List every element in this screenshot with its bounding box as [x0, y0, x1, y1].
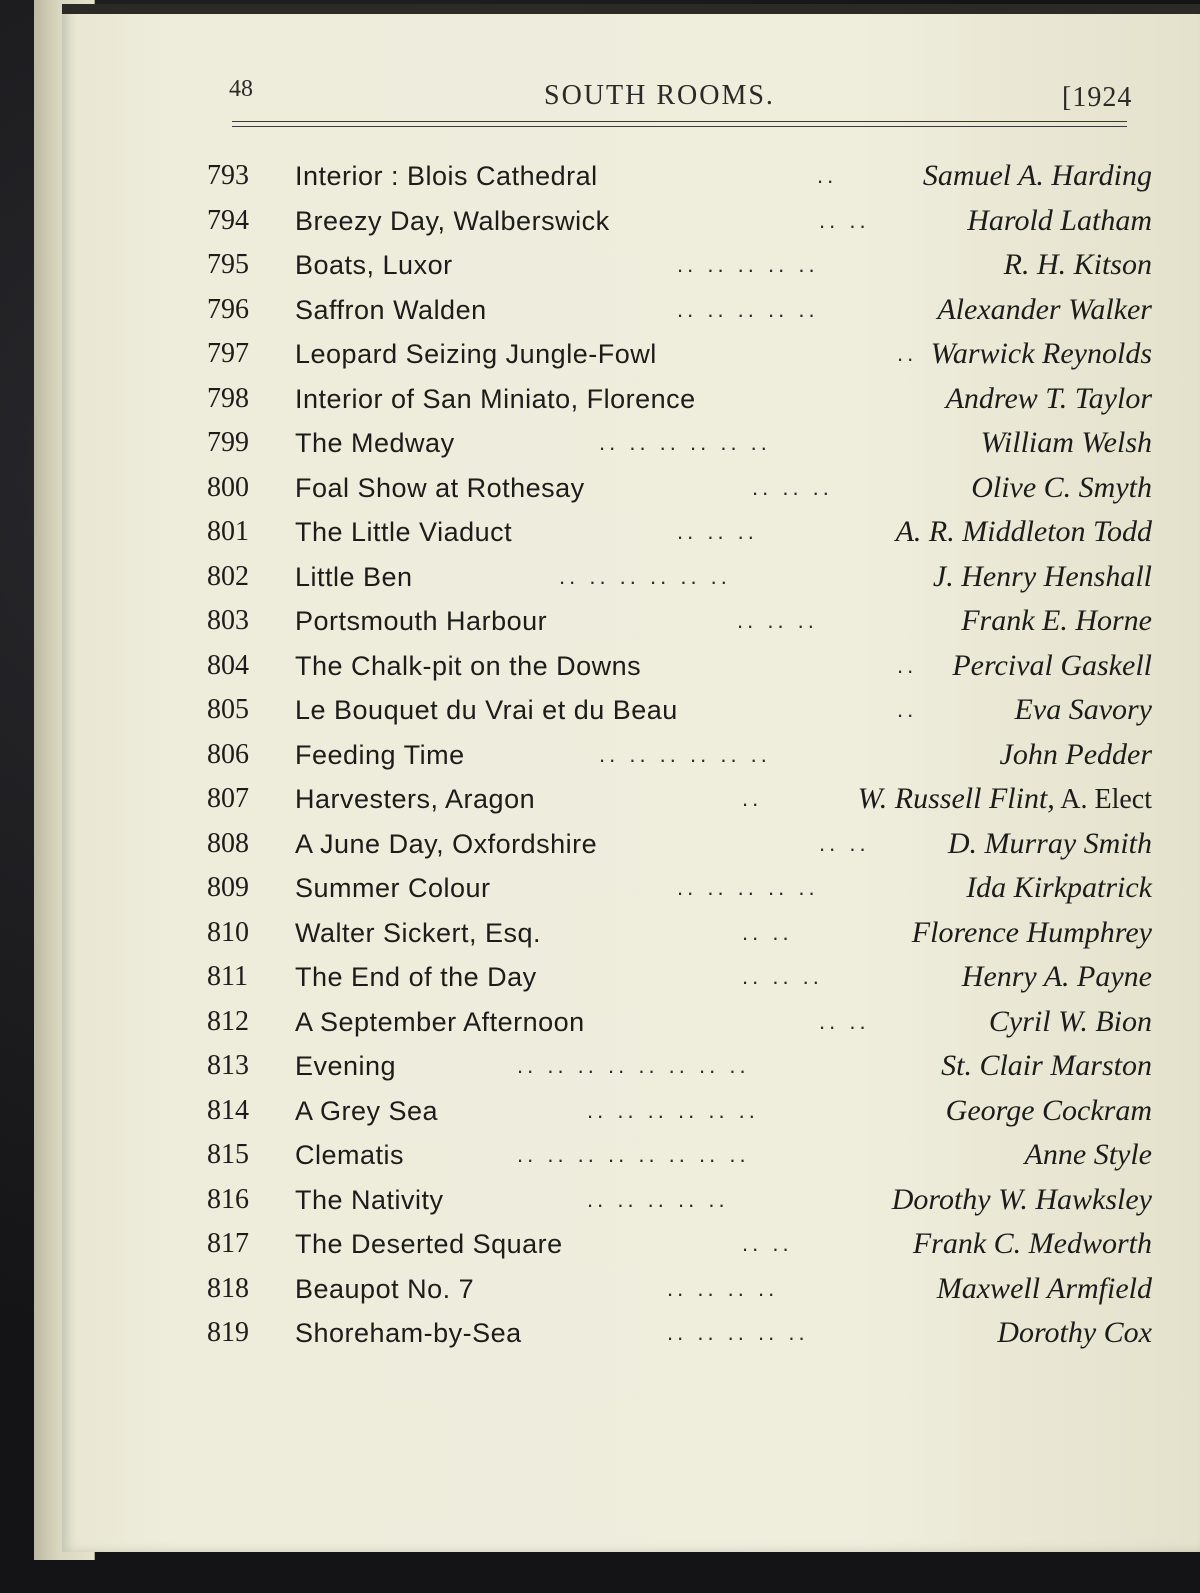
entry-artist: [858, 777, 1152, 822]
entry-title: A September Afternoon: [295, 1006, 585, 1037]
dot-leader: .. ..: [742, 1231, 793, 1256]
catalogue-page: [62, 4, 1200, 1552]
entry-artist: [892, 1178, 1152, 1222]
entry-title: Summer Colour: [295, 873, 491, 903]
entry-title: Portsmouth Harbour: [295, 606, 548, 636]
artist-name: Frank E. Horne: [961, 604, 1152, 637]
catalogue-entry: [207, 288, 1152, 333]
catalogue-entry: [207, 332, 1152, 377]
artist-name: Eva Savory: [1014, 693, 1152, 726]
catalogue-entry: [207, 822, 1152, 867]
entry-title: The Nativity: [295, 1184, 444, 1215]
catalogue-entry: [207, 421, 1152, 466]
dot-leader: .. .. .. .. .. ..: [587, 1097, 759, 1123]
dot-leader: .. .. .. .. .. ..: [559, 563, 731, 589]
entry-number: 819: [207, 1317, 249, 1348]
entry-title: Harvesters, Aragon: [295, 784, 536, 814]
entry-number: 802: [207, 560, 249, 592]
dot-leader: .. .. ..: [677, 519, 758, 544]
dot-leader: .. ..: [819, 207, 870, 233]
catalogue-entry: [207, 1133, 1152, 1178]
catalogue-entry: [207, 599, 1152, 644]
entry-number: 795: [207, 249, 249, 280]
entry-number: 814: [207, 1094, 249, 1126]
entry-number: 813: [207, 1050, 249, 1081]
catalogue-entry: [207, 243, 1152, 288]
entry-number: 815: [207, 1139, 249, 1170]
entry-number: 803: [207, 605, 249, 636]
entry-title: Breezy Day, Walberswick: [295, 205, 610, 236]
entry-title: Walter Sickert, Esq.: [295, 917, 542, 948]
artist-name: John Pedder: [999, 737, 1152, 771]
artist-name: Harold Latham: [967, 203, 1152, 237]
artist-name: Olive C. Smyth: [971, 470, 1152, 504]
dot-leader: .. .. .. .. ..: [677, 296, 819, 322]
dot-leader: .. .. .. .. .. .. .. ..: [517, 1142, 750, 1167]
entry-title: The End of the Day: [295, 962, 537, 992]
catalogue-entry-list: [207, 154, 1152, 1356]
entry-artist: [937, 288, 1152, 332]
artist-name: J. Henry Henshall: [932, 559, 1152, 593]
dot-leader: ..: [897, 697, 918, 722]
catalogue-entry: [207, 154, 1152, 199]
entry-artist: [952, 644, 1152, 688]
catalogue-entry: [207, 644, 1152, 689]
entry-artist: [1025, 1133, 1152, 1177]
dot-leader: .. .. .. .. .. .. .. ..: [517, 1053, 750, 1078]
entry-title: A Grey Sea: [295, 1095, 439, 1126]
entry-artist: [961, 599, 1152, 643]
entry-number: 816: [207, 1183, 249, 1215]
catalogue-entry: [207, 466, 1152, 511]
artist-name: Cyril W. Bion: [988, 1004, 1152, 1038]
dot-leader: .. .. .. .. .. ..: [599, 430, 771, 455]
artist-name: A. R. Middleton Todd: [895, 515, 1152, 548]
entry-artist: [989, 1000, 1152, 1044]
entry-number: 818: [207, 1272, 249, 1304]
artist-name: Ida Kirkpatrick: [966, 871, 1152, 904]
artist-name: Andrew T. Taylor: [945, 381, 1152, 415]
dot-leader: .. ..: [742, 919, 793, 945]
catalogue-entry: [207, 1267, 1152, 1312]
artist-distinction: A. Elect: [1054, 784, 1152, 815]
artist-name: W. Russell Flint,: [857, 782, 1055, 815]
artist-name: Frank C. Medworth: [912, 1227, 1152, 1260]
entry-title: The Little Viaduct: [295, 517, 513, 547]
artist-name: Percival Gaskell: [952, 648, 1152, 682]
entry-title: Shoreham-by-Sea: [295, 1318, 522, 1348]
entry-title: Saffron Walden: [295, 294, 487, 325]
entry-number: 796: [207, 293, 249, 325]
entry-title: Le Bouquet du Vrai et du Beau: [295, 695, 678, 725]
entry-number: 808: [207, 827, 249, 859]
artist-name: Samuel A. Harding: [922, 159, 1152, 192]
entry-title: Little Ben: [295, 561, 413, 592]
entry-title: Evening: [295, 1051, 397, 1081]
dot-leader: ..: [817, 163, 838, 188]
entry-number: 798: [207, 382, 249, 414]
artist-name: St. Clair Marston: [941, 1049, 1152, 1082]
dot-leader: .. .. .. .. .. ..: [599, 741, 771, 767]
dot-leader: .. ..: [819, 1008, 870, 1034]
entry-number: 804: [207, 649, 249, 681]
running-title: SOUTH ROOMS.: [544, 80, 775, 111]
entry-artist: [971, 466, 1152, 510]
dot-leader: .. .. ..: [742, 964, 823, 989]
artist-name: R. H. Kitson: [1003, 248, 1152, 281]
catalogue-entry: [207, 866, 1152, 911]
entry-title: The Chalk-pit on the Downs: [295, 650, 642, 681]
entry-artist: [948, 822, 1152, 866]
entry-title: Beaupot No. 7: [295, 1273, 475, 1304]
catalogue-entry: [207, 733, 1152, 778]
entry-artist: [931, 332, 1152, 376]
page-number: 48: [229, 76, 253, 102]
entry-artist: [966, 866, 1152, 910]
entry-artist: [941, 1044, 1152, 1088]
dot-leader: .. .. .. .. ..: [677, 252, 819, 277]
dot-leader: ..: [897, 652, 918, 678]
catalogue-entry: [207, 199, 1152, 244]
dot-leader: .. .. .. .. ..: [667, 1320, 809, 1345]
catalogue-entry: [207, 377, 1152, 422]
artist-name: William Welsh: [980, 426, 1152, 459]
artist-name: Warwick Reynolds: [930, 337, 1152, 370]
entry-number: 805: [207, 694, 249, 725]
artist-name: Maxwell Armfield: [936, 1271, 1152, 1305]
dot-leader: .. .. .. .. ..: [587, 1186, 729, 1212]
entry-artist: [912, 911, 1152, 955]
entry-artist: [967, 199, 1152, 243]
dot-leader: .. .. ..: [752, 474, 833, 500]
entry-number: 801: [207, 516, 249, 547]
catalogue-entry: [207, 510, 1152, 555]
entry-title: A June Day, Oxfordshire: [295, 828, 598, 859]
catalogue-entry: [207, 1089, 1152, 1134]
entry-title: The Medway: [295, 428, 455, 458]
entry-number: 810: [207, 916, 249, 948]
artist-name: Henry A. Payne: [961, 960, 1152, 993]
artist-name: D. Murray Smith: [947, 826, 1152, 860]
entry-number: 806: [207, 738, 249, 770]
entry-title: The Deserted Square: [295, 1229, 563, 1259]
artist-name: Dorothy Cox: [997, 1316, 1152, 1349]
entry-number: 800: [207, 471, 249, 503]
entry-artist: [933, 555, 1152, 599]
catalogue-entry: [207, 1000, 1152, 1045]
catalogue-entry: [207, 1222, 1152, 1267]
entry-number: 809: [207, 872, 249, 903]
dot-leader: .. ..: [819, 830, 870, 856]
catalogue-entry: [207, 955, 1152, 1000]
entry-number: 812: [207, 1005, 249, 1037]
catalogue-entry: [207, 777, 1152, 822]
dot-leader: .. .. .. ..: [667, 1275, 779, 1301]
dot-leader: ..: [897, 341, 918, 366]
entry-title: Leopard Seizing Jungle-Fowl: [295, 339, 657, 369]
artist-name: George Cockram: [945, 1093, 1152, 1127]
entry-artist: [997, 1311, 1152, 1355]
entry-number: 797: [207, 338, 249, 369]
artist-name: Alexander Walker: [937, 292, 1152, 326]
catalogue-entry: [207, 911, 1152, 956]
entry-number: 799: [207, 427, 249, 458]
entry-artist: [981, 421, 1152, 465]
entry-number: 794: [207, 204, 249, 236]
entry-title: Interior of San Miniato, Florence: [295, 383, 696, 414]
entry-artist: [937, 1267, 1152, 1311]
catalogue-entry: [207, 1044, 1152, 1089]
entry-title: Clematis: [295, 1140, 405, 1170]
dot-leader: .. .. .. .. ..: [677, 875, 819, 900]
artist-name: Dorothy W. Hawksley: [891, 1182, 1152, 1216]
dot-leader: .. .. ..: [737, 608, 818, 633]
entry-artist: [946, 377, 1152, 421]
entry-title: Foal Show at Rothesay: [295, 472, 585, 503]
page-header: [62, 74, 1200, 114]
header-double-rule: [232, 121, 1127, 127]
catalogue-entry: [207, 1178, 1152, 1223]
entry-artist: [1000, 733, 1152, 777]
catalogue-entry: [207, 555, 1152, 600]
artist-name: Anne Style: [1024, 1138, 1152, 1171]
entry-artist: [896, 510, 1152, 554]
catalogue-year: [1924: [1062, 82, 1133, 113]
entry-title: Boats, Luxor: [295, 250, 453, 280]
catalogue-entry: [207, 688, 1152, 733]
catalogue-entry: [207, 1311, 1152, 1356]
entry-artist: [946, 1089, 1152, 1133]
entry-number: 793: [207, 160, 249, 191]
entry-number: 811: [207, 961, 248, 992]
entry-artist: [923, 154, 1152, 198]
entry-artist: [913, 1222, 1152, 1266]
entry-title: Interior : Blois Cathedral: [295, 161, 598, 191]
entry-artist: [1004, 243, 1152, 287]
artist-name: Florence Humphrey: [911, 915, 1152, 949]
entry-title: Feeding Time: [295, 739, 465, 770]
entry-number: 807: [207, 783, 249, 814]
entry-number: 817: [207, 1228, 249, 1259]
entry-artist: [1015, 688, 1152, 732]
entry-artist: [962, 955, 1152, 999]
dot-leader: ..: [742, 786, 763, 811]
